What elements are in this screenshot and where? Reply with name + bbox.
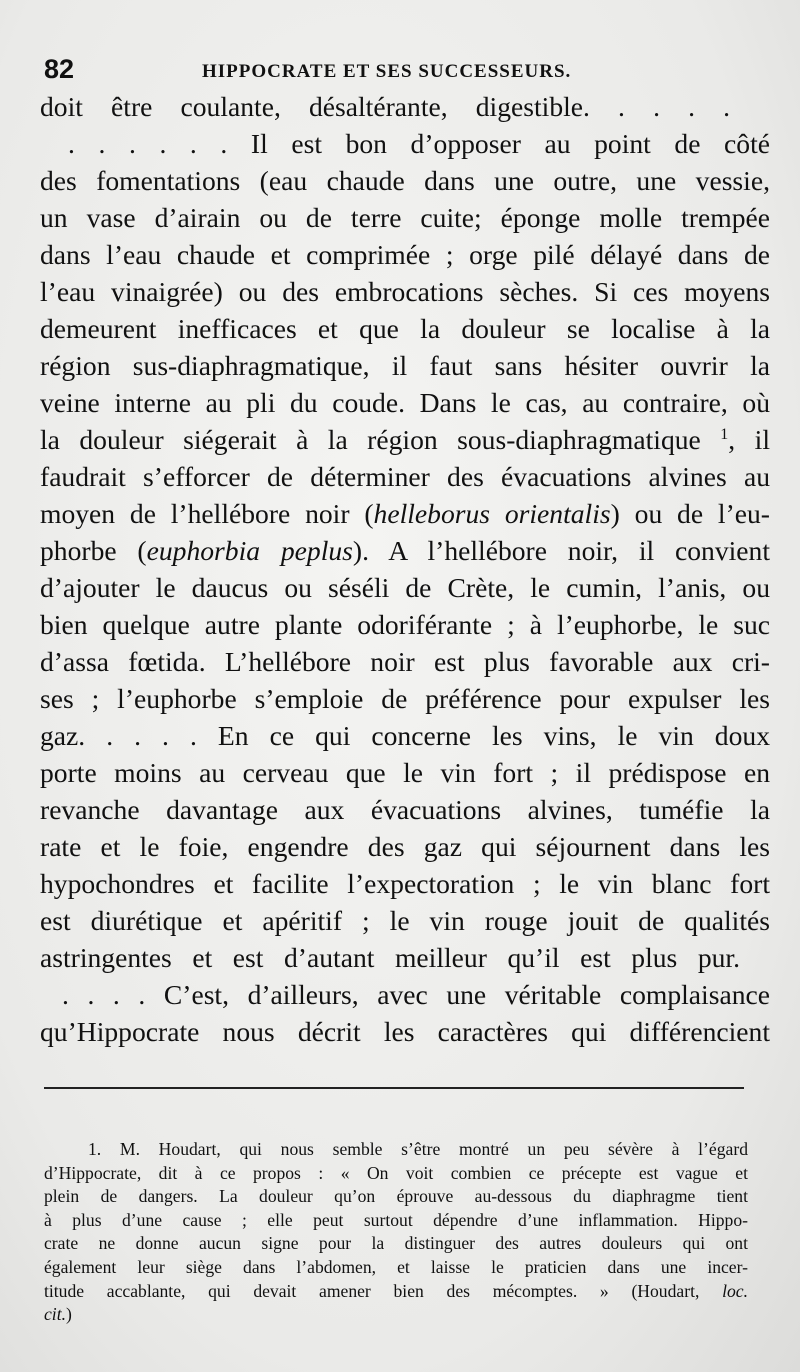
text-line: un vase d’airain ou de terre cuite; éponge molle trempée: [40, 202, 770, 233]
text-line: astringentes et est d’autant meilleur qu’il est plus pur.: [40, 942, 740, 973]
footnote-marker: 1: [720, 425, 729, 443]
footnote-line: d’Hippocrate, dit à ce propos : « On voit combien ce précepte est vague et: [44, 1162, 748, 1183]
text-segment: la douleur siégerait à la région sous-diaphragmatique: [40, 424, 701, 455]
text-line: d’ajouter le daucus ou séséli de Crète, le cumin, l’anis, ou: [40, 572, 770, 603]
footnote-line: [44, 1303, 748, 1327]
text-segment: phorbe (: [40, 535, 147, 566]
text-line: qu’Hippocrate nous décrit les caractères qui différencient: [40, 1016, 770, 1047]
latin-name: euphorbia peplus: [146, 535, 353, 566]
text-line: [40, 495, 770, 532]
text-line: revanche davantage aux évacuations alvines, tuméfie la: [40, 794, 770, 825]
main-text: [40, 88, 770, 1050]
text-line: rate et le foie, engendre des gaz qui séjournent dans les: [40, 831, 770, 862]
text-line: bien quelque autre plante odoriférante ; à l’euphorbe, le suc: [40, 609, 770, 640]
text-line: [40, 532, 770, 569]
text-line: demeurent inefficaces et que la douleur se localise à la: [40, 313, 770, 344]
text-line: porte moins au cerveau que le vin fort ; il prédispose en: [40, 757, 770, 788]
text-line: ses ; l’euphorbe s’emploie de préférence pour expulser les: [40, 683, 770, 714]
footnote: [44, 1138, 748, 1327]
text-line: veine interne au pli du coude. Dans le cas, au contraire, où: [40, 387, 770, 418]
footnote-line: 1. M. Houdart, qui nous semble s’être montré un peu sévère à l’égard: [88, 1139, 748, 1159]
footnote-citation: loc.: [722, 1280, 748, 1301]
footnote-line: à plus d’une cause ; elle peut surtout dépendre d’une inflammation. Hippo-: [44, 1209, 748, 1230]
text-line: hypochondres et facilite l’expectoration ; le vin blanc fort: [40, 868, 770, 899]
footnote-line: également leur siège dans l’abdomen, et laisse le praticien dans une incer-: [44, 1256, 748, 1277]
text-line: . . . . . . Il est bon d’opposer au point de côté: [68, 128, 770, 159]
text-segment: moyen de l’hellébore noir (: [40, 498, 374, 529]
text-line: d’assa fœtida. L’hellébore noir est plus favorable aux cri-: [40, 646, 770, 677]
text-line: est diurétique et apéritif ; le vin rouge jouit de qualités: [40, 905, 770, 936]
text-segment: ). A l’hellébore noir, il convient: [352, 535, 770, 566]
running-title: HIPPOCRATE ET SES SUCCESSEURS.: [202, 61, 572, 82]
text-line: doit être coulante, désaltérante, digestible. . . . .: [40, 91, 730, 122]
page-number: 82: [44, 54, 75, 84]
text-line: gaz. . . . . En ce qui concerne les vins, le vin doux: [40, 720, 770, 751]
footnote-citation: cit.: [44, 1304, 66, 1325]
text-line: [40, 421, 770, 458]
footnote-line: crate ne donne aucun signe pour la distinguer des autres douleurs qui ont: [44, 1233, 748, 1254]
text-line: faudrait s’efforcer de déterminer des évacuations alvines au: [40, 461, 770, 492]
text-line: région sus-diaphragmatique, il faut sans hésiter ouvrir la: [40, 350, 770, 381]
text-line: . . . . C’est, d’ailleurs, avec une véritable complaisance: [62, 979, 770, 1010]
text-line: des fomentations (eau chaude dans une outre, une vessie,: [40, 165, 770, 196]
text-line: l’eau vinaigrée) ou des embrocations sèches. Si ces moyens: [40, 276, 770, 307]
text-segment: , il: [728, 424, 770, 455]
latin-name: helleborus orientalis: [373, 498, 611, 529]
text-segment: ) ou de l’eu-: [610, 498, 770, 529]
text-line: dans l’eau chaude et comprimée ; orge pilé délayé dans de: [40, 239, 770, 270]
footnote-separator: [44, 1087, 744, 1089]
footnote-line: plein de dangers. La douleur qu’on éprouve au-dessous du diaphragme tient: [44, 1186, 748, 1207]
footnote-segment: ): [65, 1304, 72, 1325]
footnote-segment: titude accablante, qui devait amener bien des mécomptes. » (Houdart,: [44, 1280, 700, 1301]
footnote-line: [44, 1280, 748, 1304]
